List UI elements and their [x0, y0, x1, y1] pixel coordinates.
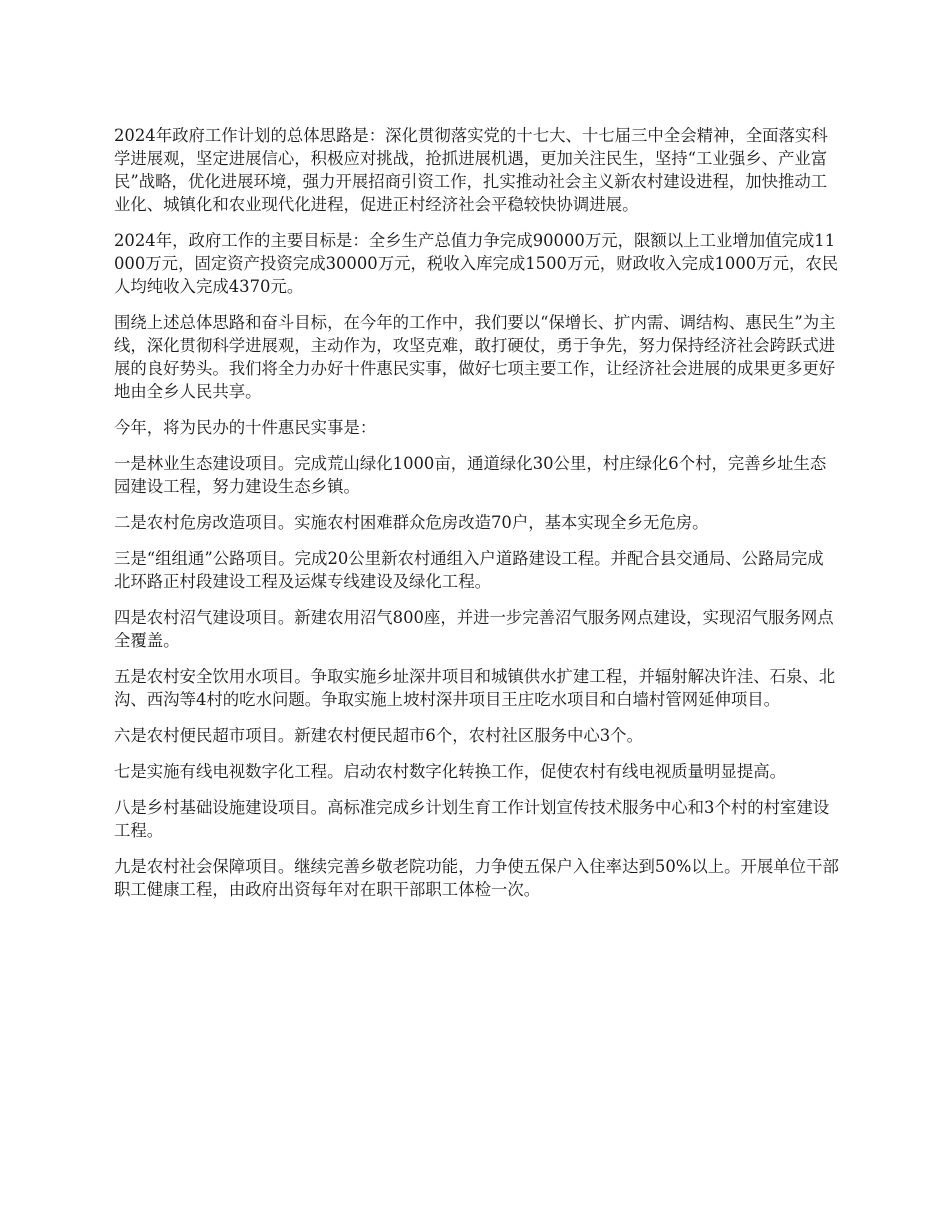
list-item-forestry: 一是林业生态建设项目。完成荒山绿化1000亩，通道绿化30公里，村庄绿化6个村，完善乡址生态园建设工程，努力建设生态乡镇。 [114, 454, 827, 496]
list-item-infrastructure: 八是乡村基础设施建设项目。高标准完成乡计划生育工作计划宣传技术服务中心和3个村的村室建设工程。 [114, 798, 830, 840]
document-body [114, 124, 840, 914]
paragraph-ten-projects-intro: 今年，将为民办的十件惠民实事是： [114, 418, 377, 437]
paragraph-work-focus: 围绕上述总体思路和奋斗目标，在今年的工作中，我们要以“保增长、扩内需、调结构、惠民生”为主线，深化贯彻科学进展观，主动作为，攻坚克难，敢打硬仗，勇于争先，努力保持经济社会跨跃式进展的良好势头。我们将全力办好十件惠民实事，做好七项主要工作，让经济社会进展的成果更多更好地由全乡人民共享。 [114, 313, 836, 401]
list-item-supermarkets: 六是农村便民超市项目。新建农村便民超市6个，农村社区服务中心3个。 [114, 726, 643, 745]
list-item-housing: 二是农村危房改造项目。实施农村困难群众危房改造70户，基本实现全乡无危房。 [114, 513, 709, 532]
paragraph-overall-approach: 2024年政府工作计划的总体思路是：深化贯彻落实党的十七大、十七届三中全会精神，全面落实科学进展观，坚定进展信心，积极应对挑战，抢抓进展机遇，更加关注民生，坚持“工业强乡、产业富民”战略，优化进展环境，强力开展招商引资工作，扎实推动社会主义新农村建设进程，加快推动工业化、城镇化和农业现代化进程，促进正村经济社会平稳较快协调进展。 [114, 126, 828, 214]
list-item-biogas: 四是农村沼气建设项目。新建农用沼气800座，并进一步完善沼气服务网点建设，实现沼气服务网点全覆盖。 [114, 608, 834, 650]
list-item-digital-tv: 七是实施有线电视数字化工程。启动农村数字化转换工作，促使农村有线电视质量明显提高。 [114, 762, 787, 781]
list-item-drinking-water: 五是农村安全饮用水项目。争取实施乡址深井项目和城镇供水扩建工程，并辐射解决许洼、石泉、北沟、西沟等4村的吃水问题。争取实施上坡村深井项目王庄吃水项目和白墙村管网延伸项目。 [114, 667, 836, 709]
list-item-social-security: 九是农村社会保障项目。继续完善乡敬老院功能，力争使五保户入住率达到50%以上。开展单位干部职工健康工程，由政府出资每年对在职干部职工体检一次。 [114, 857, 839, 899]
list-item-roads: 三是“组组通”公路项目。完成20公里新农村通组入户道路建设工程。并配合县交通局、公路局完成北环路正村段建设工程及运煤专线建设及绿化工程。 [114, 549, 824, 591]
paragraph-main-targets: 2024年，政府工作的主要目标是：全乡生产总值力争完成90000万元，限额以上工业增加值完成11000万元，固定资产投资完成30000万元，税收入库完成1500万元，财政收入完成1000万元，农民人均纯收入完成4370元。 [114, 231, 839, 296]
